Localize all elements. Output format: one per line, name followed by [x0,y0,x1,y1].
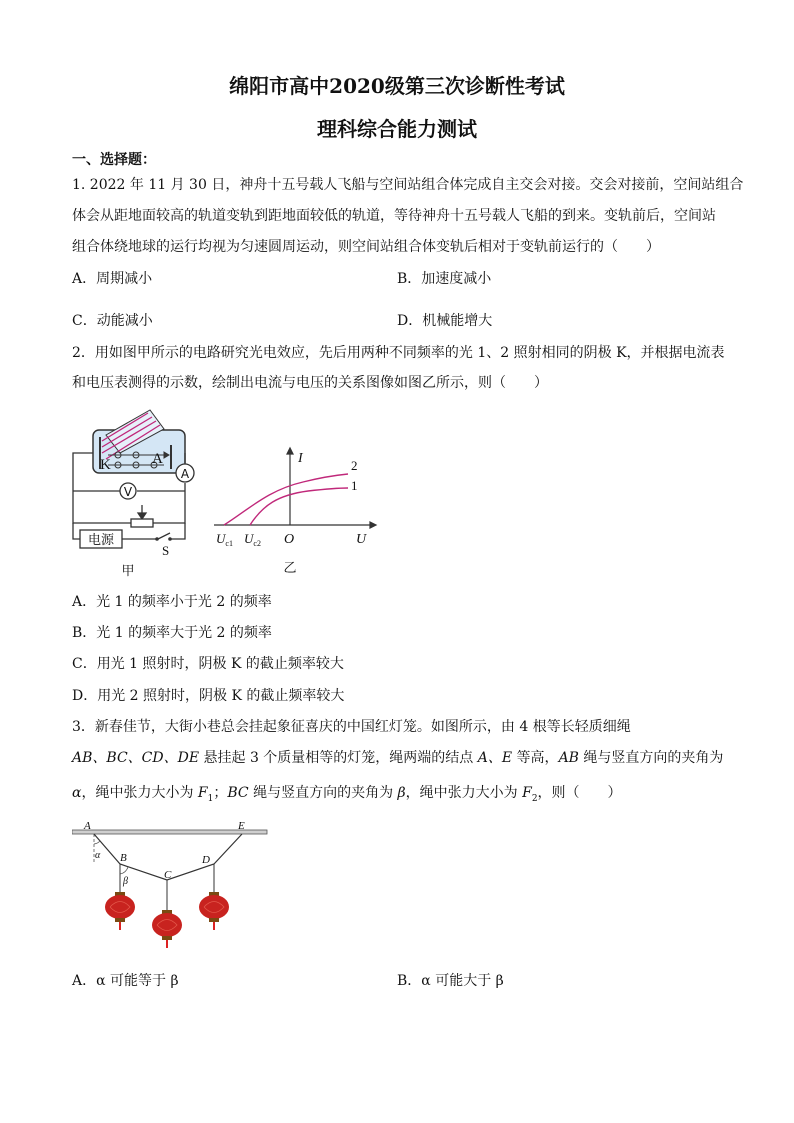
q2-option-d: D．用光 2 照射时，阴极 K 的截止频率较大 [72,688,345,704]
point-b: B [120,852,127,864]
origin-label: O [284,532,295,547]
point-e: E [238,820,245,832]
q3-line-3: α，绳中张力大小为 $F_1$；BC 绳与竖直方向的夹角为 β，绳中张力大小为 $F_2$，则（ ） [72,785,622,804]
lantern-left [105,864,135,930]
q2-line-2: 和电压表测得的示数，绘制出电流与电压的关系图像如图乙所示，则（ ） [72,375,548,391]
point-a: A [84,820,91,832]
alpha-label: α [95,850,101,861]
curve-2-label: 2 [351,458,358,473]
figure-yi-caption: 乙 [283,561,297,576]
q1-line-2: 体会从距地面较高的轨道变轨到距地面较低的轨道，等待神舟十五号载人飞船的到来。变轨前后，空间站 [72,208,716,224]
rheostat [131,519,153,527]
point-d: D [202,854,210,866]
q1-line-1: 1. 2022 年 11 月 30 日，神舟十五号载人飞船与空间站组合体完成自主交会对接。交会对接前，空间站组合 [72,177,744,193]
axis-label-i: I [298,451,303,466]
label-k: K [100,457,111,473]
lantern-figure [72,818,272,953]
q1-option-b: B．加速度减小 [397,271,492,287]
point-c: C [164,869,172,881]
q1-option-c: C．动能减小 [72,313,153,329]
lantern-right [199,864,229,930]
q1-option-d: D．机械能增大 [397,313,493,329]
lantern-middle [152,880,182,948]
uc1-label: $U_{c1}$ [216,531,233,548]
ammeter-label: A [180,467,190,481]
q2-option-c: C．用光 1 照射时，阴极 K 的截止频率较大 [72,656,344,672]
q3-option-a: A．α 可能等于 β [72,973,179,989]
curve-2 [224,474,348,525]
q1-option-a: A．周期减小 [72,271,153,287]
curve-1-label: 1 [351,478,358,493]
q3-option-b: B．α 可能大于 β [397,973,504,989]
axis-label-u: U [356,532,367,547]
q2-option-b: B．光 1 的频率大于光 2 的频率 [72,625,272,641]
exam-subtitle: 理科综合能力测试 [317,117,477,141]
curve-1 [250,488,348,525]
uc2-label: $U_{c2}$ [244,531,261,548]
beta-label: β [123,876,128,887]
q2-line-1: 2．用如图甲所示的电路研究光电效应，先后用两种不同频率的光 1、2 照射相同的阴极 K，并根据电流表 [72,345,725,361]
alpha-arc [94,841,100,844]
section-heading: 一、选择题： [72,152,156,168]
power-supply-label: 电源 [87,533,115,548]
voltmeter-label: V [123,485,133,499]
beta-arc [120,867,128,874]
q1-line-3: 组合体绕地球的运行均视为匀速圆周运动，则空间站组合体变轨后相对于变轨前运行的（ ） [72,239,660,255]
switch-label: S [162,543,170,558]
circuit-figure [66,405,206,580]
q3-line-1: 3．新春佳节，大街小巷总会挂起象征喜庆的中国红灯笼。如图所示，由 4 根等长轻质细绳 [72,719,631,735]
figure-jia-caption: 甲 [121,564,135,579]
label-anode: A [152,451,163,467]
exam-title: 绵阳市高中2020级第三次诊断性考试 [229,74,565,98]
q3-line-2: AB、BC、CD、DE 悬挂起 3 个质量相等的灯笼，绳两端的结点 A、E 等高，AB 绳与竖直方向的夹角为 [72,750,724,766]
q2-option-a: A．光 1 的频率小于光 2 的频率 [72,594,272,610]
iu-graph [208,440,378,580]
